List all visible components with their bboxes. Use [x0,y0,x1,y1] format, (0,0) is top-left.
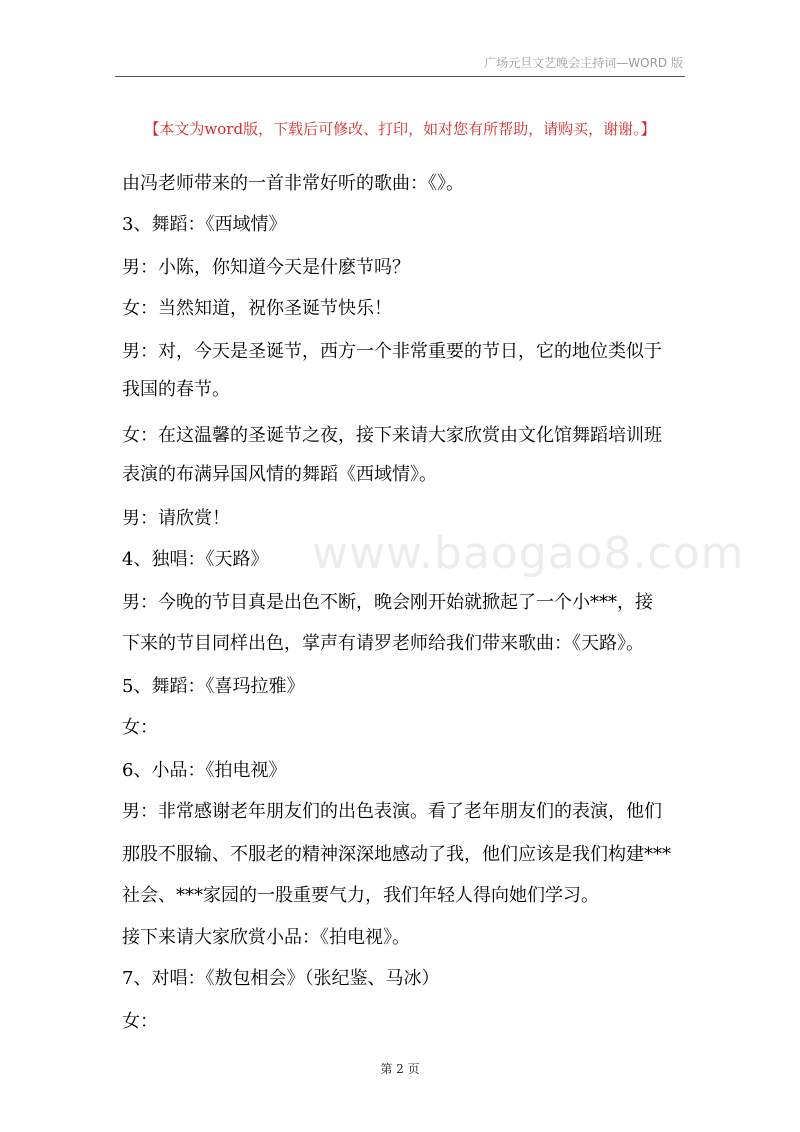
program-item-heading: 4、独唱：《天路》 [122,549,269,570]
text-line: 由冯老师带来的一首非常好听的歌曲：《》。 [122,173,464,194]
text-line: 表演的布满异国风情的舞蹈《西域情》。 [122,464,437,485]
text-line: 男：今晚的节目真是出色不断，晚会刚开始就掀起了一个小***，接 [122,592,653,613]
text-line: 女：当然知道，祝你圣诞节快乐！ [122,298,392,319]
program-item-heading: 7、对唱：《敖包相会》（张纪鉴、马冰） [122,968,440,989]
text-line: 那股不服输、不服老的精神深深地感动了我，他们应该是我们构建*** [122,844,671,865]
text-line: 男：小陈，你知道今天是什麽节吗？ [122,257,410,278]
program-item-heading: 3、舞蹈：《西域情》 [122,214,287,235]
text-line: 社会、***家园的一股重要气力，我们年轻人得向她们学习。 [122,885,599,906]
text-line: 女：在这温馨的圣诞节之夜，接下来请大家欣赏由文化馆舞蹈培训班 [122,425,662,446]
page-number: 第 2 页 [380,1062,420,1076]
purchase-notice: 【本文为word版，下载后可修改、打印，如对您有所帮助，请购买，谢谢。】 [144,120,656,138]
text-line: 女： [122,717,158,738]
text-line: 我国的春节。 [122,379,230,400]
watermark: www.baogao8.com [312,528,745,579]
text-line: 男：非常感谢老年朋友们的出色表演。看了老年朋友们的表演，他们 [122,801,662,822]
program-item-heading: 6、小品：《拍电视》 [122,760,287,781]
text-line: 男：对，今天是圣诞节，西方一个非常重要的节日，它的地位类似于 [122,341,662,362]
text-line: 女： [122,1011,158,1032]
text-line: 男：请欣赏！ [122,508,230,529]
text-line: 下来的节目同样出色，掌声有请罗老师给我们带来歌曲：《天路》。 [122,633,644,654]
program-item-heading: 5、舞蹈：《喜玛拉雅》 [122,676,305,697]
header-title: 广场元旦文艺晚会主持词—WORD 版 [484,56,683,70]
page-header [115,52,685,77]
text-line: 接下来请大家欣赏小品：《拍电视》。 [122,927,410,948]
